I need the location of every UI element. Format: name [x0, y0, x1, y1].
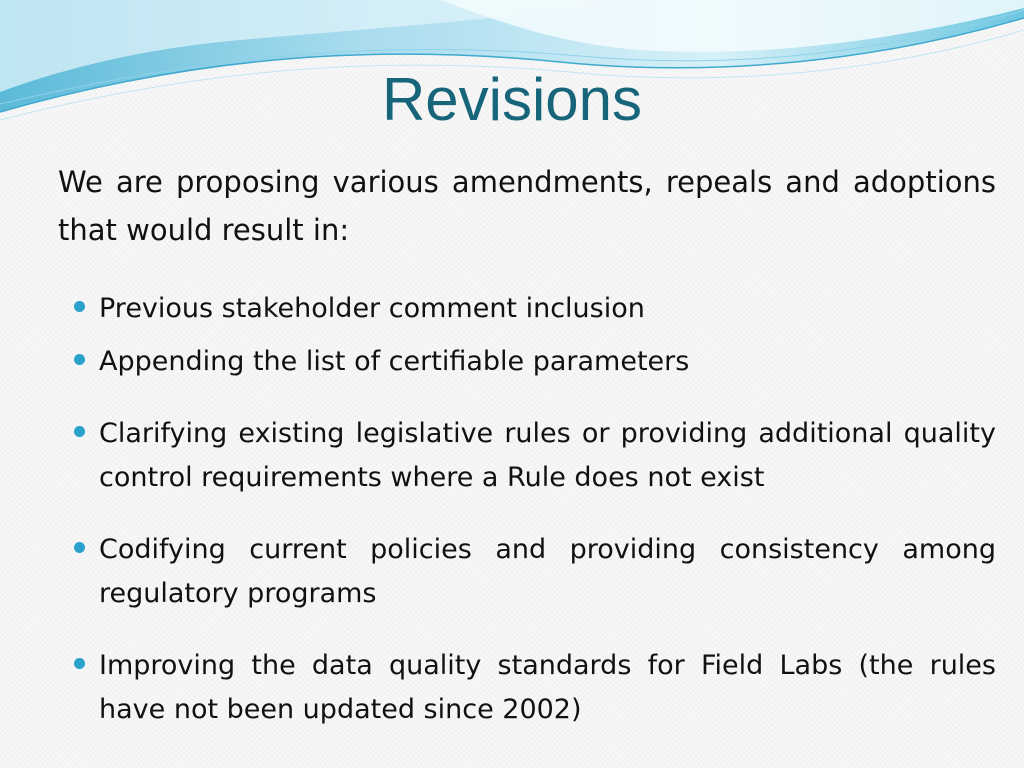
bullet-text: Clarifying existing legislative rules or providing additional quality control requirements where a Rule does not exist: [99, 418, 996, 493]
bullet-item: [74, 287, 996, 331]
bullet-item: [74, 340, 996, 384]
bullet-dot-icon: [74, 542, 85, 553]
slide-title: Revisions: [381, 66, 643, 133]
bullet-text: Previous stakeholder comment inclusion: [99, 293, 645, 324]
bullet-dot-icon: [74, 658, 85, 669]
bullet-text: Improving the data quality standards for Field Labs (the rules have not been updated since 2002): [99, 650, 996, 725]
bullet-text: Appending the list of certifiable parameters: [99, 346, 690, 377]
bullet-dot-icon: [74, 426, 85, 437]
bullet-dot-icon: [74, 354, 85, 365]
bullet-item: [74, 528, 996, 616]
bullet-dot-icon: [74, 301, 85, 312]
bullet-item: [74, 412, 996, 500]
bullet-item: [74, 644, 996, 732]
bullet-text: Codifying current policies and providing consistency among regulatory programs: [99, 534, 996, 609]
intro-paragraph: We are proposing various amendments, repeals and adoptions that would result in:: [58, 165, 996, 247]
